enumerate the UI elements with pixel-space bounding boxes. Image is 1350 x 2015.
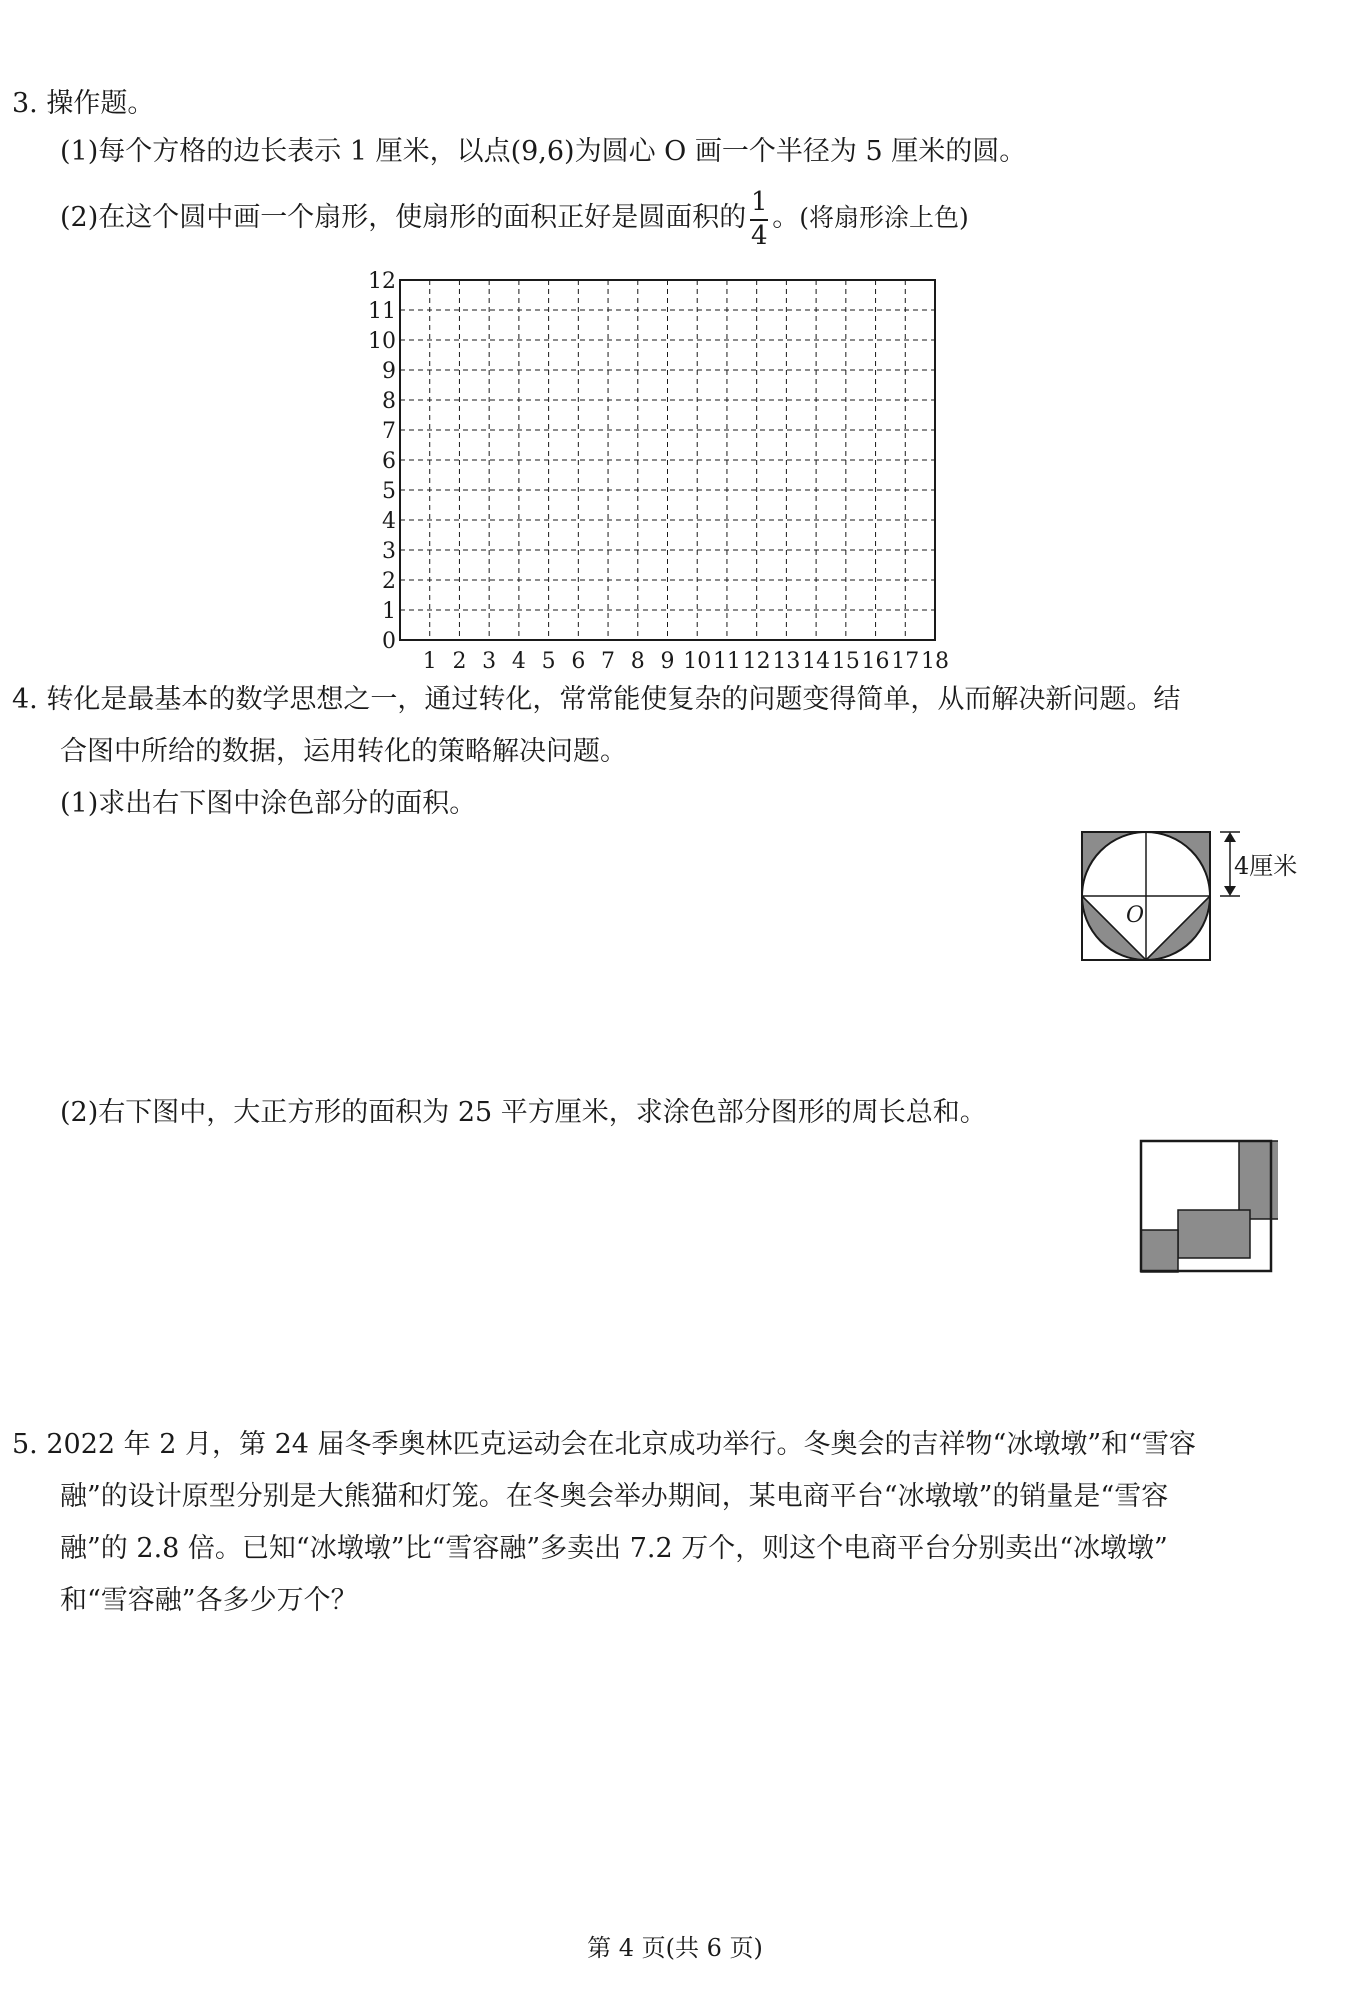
- q4-intro-line1: [12, 682, 1180, 718]
- grid-x-labels: [423, 649, 949, 674]
- q4-part2: (2)右下图中，大正方形的面积为 25 平方厘米，求涂色部分图形的周长总和。: [60, 1097, 987, 1128]
- q4-intro-text1: 转化是最基本的数学思想之一，通过转化，常常能使复杂的问题变得简单，从而解决新问题。结: [46, 684, 1181, 715]
- y-tick-label: 10: [368, 329, 396, 354]
- y-tick-label: 8: [382, 389, 396, 414]
- y-tick-label: 7: [382, 419, 396, 444]
- q4-part1: (1)求出右下图中涂色部分的面积。: [60, 788, 477, 819]
- shaded-middle-block: [1178, 1210, 1250, 1258]
- page-footer: 第 4 页(共 6 页): [587, 1934, 763, 1962]
- x-tick-label: 4: [511, 649, 526, 674]
- q3-part2-text: (2)在这个圆中画一个扇形，使扇形的面积正好是圆面积的: [60, 202, 747, 233]
- x-tick-label: 14: [802, 649, 831, 674]
- q4-number: 4.: [12, 684, 38, 715]
- q3-title: 操作题。: [46, 88, 155, 119]
- q3-part2: [60, 186, 969, 251]
- dimension-arrow-down: [1224, 886, 1236, 896]
- x-tick-label: 11: [712, 649, 741, 674]
- x-tick-label: 17: [891, 649, 920, 674]
- dimension-label: 4厘米: [1234, 852, 1298, 880]
- q5-text1: 2022 年 2 月，第 24 届冬季奥林匹克运动会在北京成功举行。冬奥会的吉祥物“冰墩墩”和“雪容: [46, 1429, 1196, 1460]
- x-tick-label: 18: [921, 649, 949, 674]
- figure-circle-in-square: [1070, 820, 1340, 990]
- q4-intro-line2: 合图中所给的数据，运用转化的策略解决问题。: [60, 736, 627, 767]
- y-tick-label: 9: [382, 359, 396, 384]
- y-tick-label: 3: [382, 539, 396, 564]
- x-tick-label: 13: [772, 649, 801, 674]
- q5-line3: 融”的 2.8 倍。已知“冰墩墩”比“雪容融”多卖出 7.2 万个，则这个电商平台分别卖出“冰墩墩”: [60, 1533, 1168, 1564]
- y-tick-label: 1: [382, 599, 396, 624]
- x-tick-label: 6: [571, 649, 586, 674]
- q3-part2-note: (将扇形涂上色): [799, 203, 969, 232]
- q3-part1: (1)每个方格的边长表示 1 厘米，以点(9,6)为圆心 O 画一个半径为 5 厘米的圆。: [60, 136, 1027, 167]
- x-tick-label: 15: [831, 649, 860, 674]
- y-tick-label: 12: [368, 270, 396, 294]
- grid-lines: [400, 280, 935, 640]
- y-tick-label: 4: [382, 509, 396, 534]
- x-tick-label: 8: [630, 649, 645, 674]
- x-tick-label: 2: [452, 649, 467, 674]
- coordinate-grid: [360, 270, 950, 680]
- q5-number: 5.: [12, 1429, 38, 1460]
- x-tick-label: 10: [683, 649, 712, 674]
- q5-line2: 融”的设计原型分别是大熊猫和灯笼。在冬奥会举办期间，某电商平台“冰墩墩”的销量是“雪容: [60, 1481, 1169, 1512]
- y-tick-label: 2: [382, 569, 396, 594]
- y-tick-label: 6: [382, 449, 396, 474]
- q3-part2-end: 。: [772, 202, 800, 233]
- dimension-arrow-up: [1224, 832, 1236, 842]
- fraction-numerator: 1: [750, 186, 768, 217]
- x-tick-label: 7: [601, 649, 616, 674]
- shaded-bottom-left-block: [1141, 1230, 1178, 1272]
- x-tick-label: 9: [660, 649, 675, 674]
- q5-line4: 和“雪容融”各多少万个？: [60, 1585, 358, 1616]
- x-tick-label: 16: [861, 649, 890, 674]
- x-tick-label: 3: [482, 649, 497, 674]
- center-label-o: O: [1126, 903, 1145, 928]
- q5-line1: [12, 1427, 1196, 1463]
- q3-heading: [12, 86, 154, 122]
- q3-number: 3.: [12, 88, 38, 119]
- fraction-denominator: 4: [750, 220, 768, 251]
- fraction-one-quarter: [748, 187, 770, 251]
- x-tick-label: 1: [422, 649, 437, 674]
- figure-staircase-square: [1138, 1138, 1278, 1278]
- origin-label: 0: [382, 629, 396, 654]
- x-tick-label: 5: [541, 649, 556, 674]
- y-tick-label: 11: [368, 299, 396, 324]
- grid-y-labels: [368, 270, 396, 654]
- x-tick-label: 12: [742, 649, 771, 674]
- y-tick-label: 5: [382, 479, 396, 504]
